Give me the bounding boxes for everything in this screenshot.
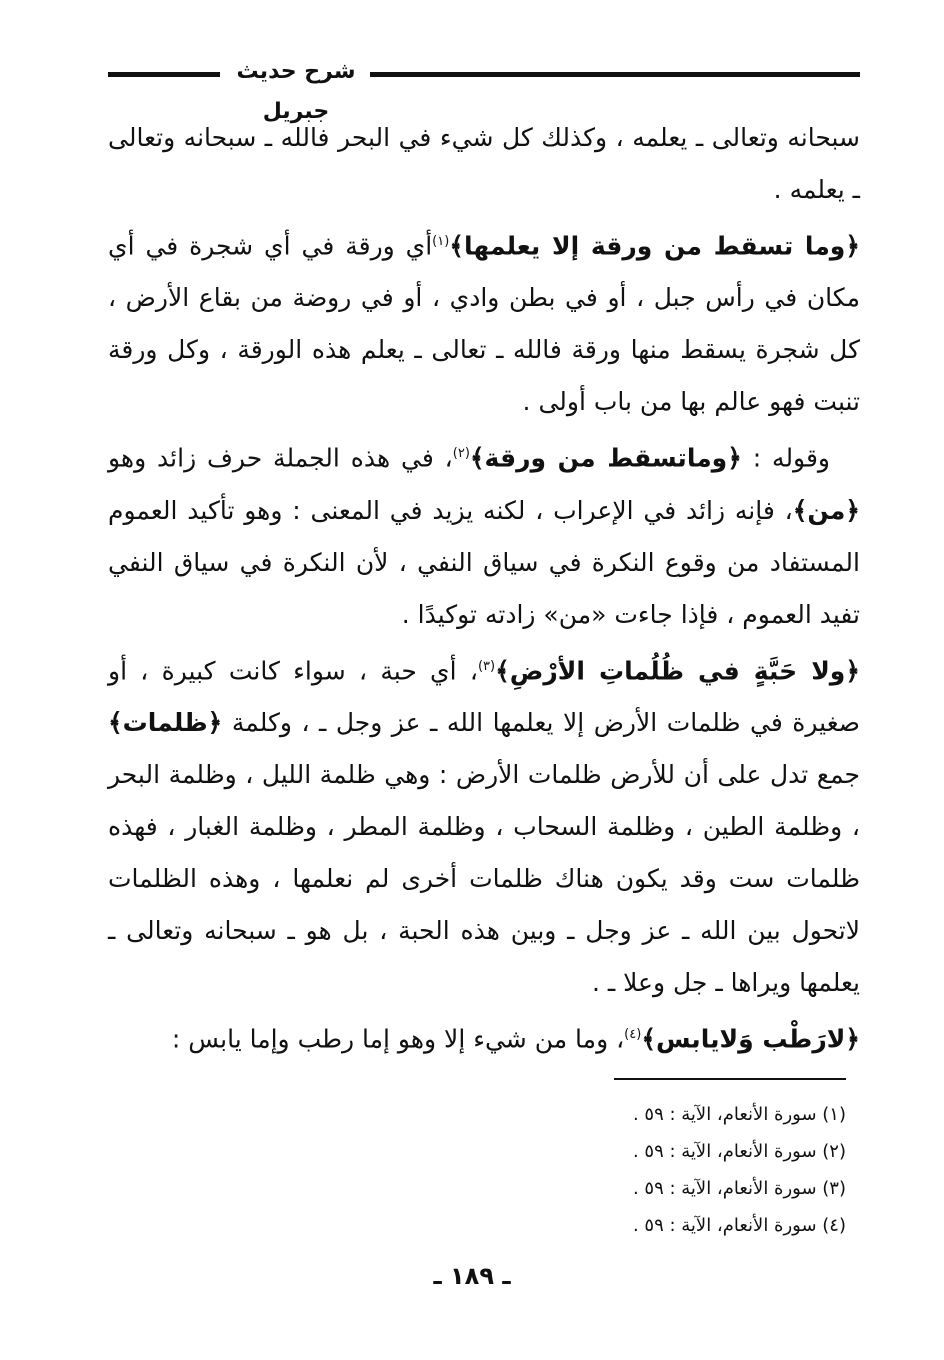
footnote-4: (٤) سورة الأنعام، الآية : ٥٩ . bbox=[632, 1215, 846, 1236]
paragraph-text: سبحانه وتعالى ـ يعلمه ، وكذلك كل شيء في البحر فالله ـ سبحانه وتعالى ـ يعلمه . bbox=[108, 123, 860, 204]
header-rule-left bbox=[108, 72, 220, 77]
body-text bbox=[108, 112, 860, 1065]
quran-quote: ﴿وماتسقط من ورقة﴾ bbox=[469, 443, 742, 473]
quran-quote: ﴿وما تسقط من ورقة إلا يعلمها﴾ bbox=[449, 231, 860, 261]
footnote-1: (١) سورة الأنعام، الآية : ٥٩ . bbox=[632, 1104, 846, 1125]
paragraph-text: ، فإنه زائد في الإعراب ، لكنه يزيد في المعنى : وهو تأكيد العموم المستفاد من وقوع النكرة في سياق النفي ، لأن النكرة في سياق النفي تفيد العموم ، فإذا جاءت «من» زادته توكيدًا . bbox=[108, 495, 860, 629]
paragraph-text: ، وما من شيء إلا وهو إما رطب وإما يابس : bbox=[171, 1024, 625, 1054]
page-header bbox=[108, 52, 860, 124]
paragraph-text: جمع تدل على أن للأرض ظلمات الأرض : وهي ظلمة الليل ، وظلمة البحر ، وظلمة الطين ، وظلمة السحاب ، وظلمة المطر ، وظلمة الغبار ، فهذه ظلمات ست وقد يكون هناك ظلمات أخرى لم نعلمها ، وهذه الظلمات لاتحول بين الله ـ عز وجل ـ وبين هذه الحبة ، بل هو ـ سبحانه وتعالى ـ يعلمها ويراها ـ جل وعلا ـ . bbox=[108, 759, 860, 997]
footnote-3: (٣) سورة الأنعام، الآية : ٥٩ . bbox=[632, 1178, 846, 1199]
header-rule-right bbox=[370, 72, 860, 77]
page-number: ـ ١٨٩ ـ bbox=[433, 1262, 511, 1290]
running-title: شرح حديث جبريل bbox=[236, 59, 356, 124]
paragraph-text: وقوله : bbox=[741, 443, 830, 473]
paragraph-text: ، أي حبة ، سواء كانت كبيرة ، أو صغيرة في ظلمات الأرض إلا يعلمها الله ـ عز وجل ـ ، وكلمة bbox=[108, 655, 860, 737]
footnote-reference: (٢) bbox=[452, 446, 470, 462]
quran-quote: ﴿ظلمات﴾ bbox=[108, 707, 223, 737]
paragraph bbox=[108, 112, 860, 216]
footnote-reference: (٤) bbox=[624, 1026, 642, 1042]
footnote-reference: (١) bbox=[432, 234, 450, 249]
paragraph bbox=[108, 428, 860, 640]
footnotes bbox=[480, 1096, 846, 1244]
footnote-separator bbox=[614, 1078, 846, 1080]
footnote-2: (٢) سورة الأنعام، الآية : ٥٩ . bbox=[632, 1141, 846, 1162]
quran-quote: ﴿من﴾ bbox=[792, 495, 860, 525]
paragraph-text: أي ورقة في أي شجرة في أي مكان في رأس جبل ، أو في بطن وادي ، أو في روضة من بقاع الأرض ، كل شجرة يسقط منها ورقة فالله ـ تعالى ـ يعلم هذه الورقة ، وكل ورقة تنبت فهو عالم بها من باب أولى . bbox=[108, 231, 860, 417]
quran-quote: ﴿ولا حَبَّةٍ في ظُلُماتِ الأرْضِ﴾ bbox=[495, 655, 860, 685]
footnote-reference: (٣) bbox=[477, 658, 496, 674]
quran-quote: ﴿لارَطْب وَلايابس﴾ bbox=[641, 1024, 860, 1054]
paragraph-text: ، في هذه الجملة حرف زائد وهو bbox=[108, 443, 453, 473]
paragraph bbox=[108, 641, 860, 1009]
paragraph bbox=[108, 1009, 860, 1065]
paragraph bbox=[108, 216, 860, 428]
